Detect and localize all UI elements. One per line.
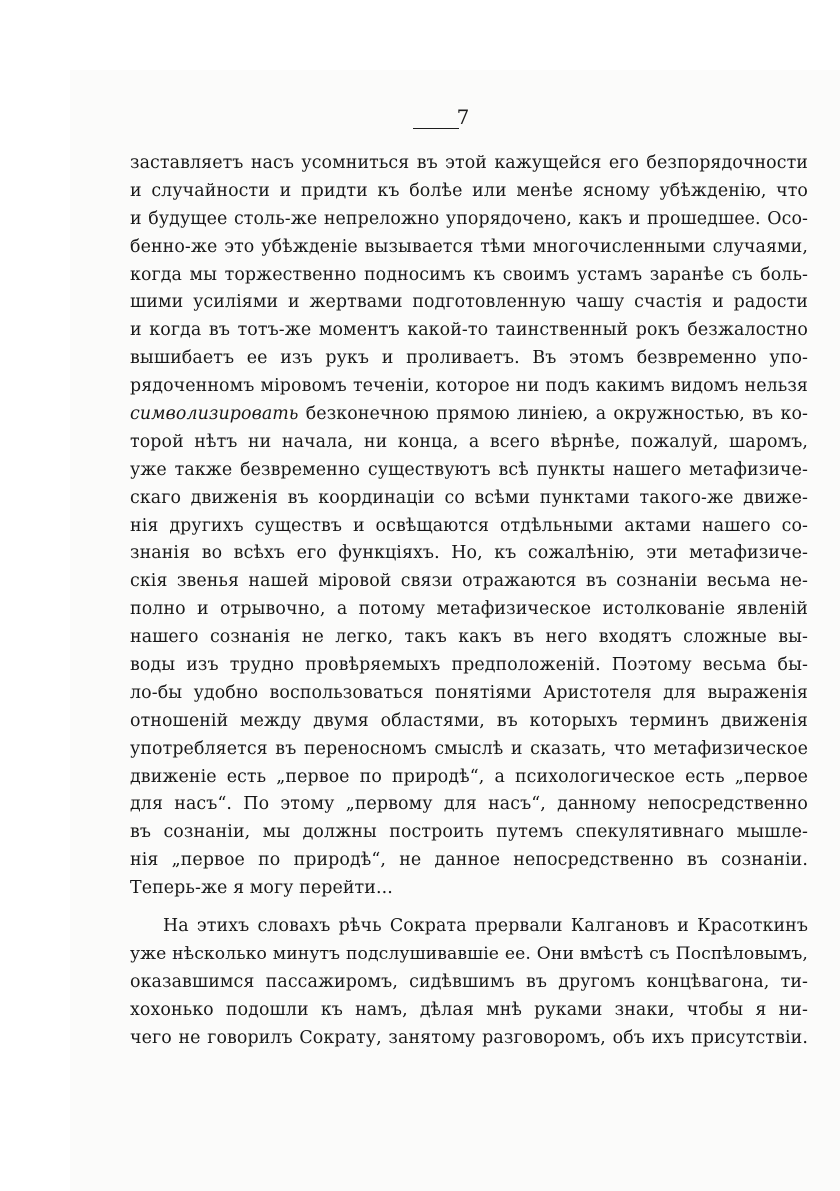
text-line: уже нѣсколько минутъ подслушивавшіе ее. Они вмѣстѣ съ Поспѣловымъ, <box>130 943 808 964</box>
paragraph-gap <box>130 903 808 913</box>
text-line: для насъ“. По этому „первому для насъ“, данному непосредственно <box>130 794 808 815</box>
text-line: употребляется въ переносномъ смыслѣ и сказать, что метафизическое <box>130 738 808 759</box>
text-line: скія звенья нашей міровой связи отражаются въ сознаніи весьма не- <box>130 571 808 592</box>
text-line: нія „первое по природѣ“, не данное непосредственно въ сознаніи. <box>130 850 808 871</box>
text-line: когда мы торжественно подносимъ къ своимъ устамъ заранѣе съ боль- <box>130 264 808 285</box>
page-number: 7 <box>456 105 470 129</box>
text-line: шими усиліями и жертвами подготовленную чашу счастія и радости <box>130 292 808 313</box>
book-page <box>70 70 840 1191</box>
text-line: хохонько подошли къ намъ, дѣлая мнѣ руками знаки, чтобы я ни- <box>130 999 808 1020</box>
paragraph-1 <box>130 150 808 903</box>
text-line-with-italic <box>130 401 808 429</box>
page-number-rule <box>413 128 459 129</box>
text-line: движеніе есть „первое по природѣ“, а психологическое есть „первое <box>130 766 808 787</box>
text-line: нашего сознанія не легко, такъ какъ въ него входятъ сложные вы- <box>130 627 808 648</box>
text-line: ло-бы удобно воспользоваться понятіями Аристотеля для выраженія <box>130 682 808 703</box>
text-line: и когда въ тотъ-же моментъ какой-то таинственный рокъ безжалостно <box>130 320 808 341</box>
paragraph-2 <box>130 913 808 1052</box>
italic-word: символизировать <box>130 404 299 425</box>
text-line-last: Теперь-же я могу перейти... <box>130 878 393 899</box>
text-line: нія другихъ существъ и освѣщаются отдѣльными актами нашего со- <box>130 515 808 536</box>
text-line: въ сознаніи, мы должны построить путемъ спекулятивнаго мышле- <box>130 822 808 843</box>
text-line: оказавшимся пассажиромъ, сидѣвшимъ въ другомъ концѣвагона, ти- <box>130 971 808 992</box>
page-text <box>130 150 808 1053</box>
text-line: бенно-же это убѣжденіе вызывается тѣми многочисленными случаями, <box>130 236 808 257</box>
text-line: отношеній между двумя областями, въ которыхъ терминъ движенія <box>130 710 808 731</box>
text-line: знанія во всѣхъ его функціяхъ. Но, къ сожалѣнію, эти метафизиче- <box>130 543 808 564</box>
text-line-indented: На этихъ словахъ рѣчь Сократа прервали Калгановъ и Красоткинъ <box>163 916 808 937</box>
text-line: рядоченномъ міровомъ теченіи, которое ни подъ какимъ видомъ нельзя <box>130 376 808 397</box>
text-line: и случайности и придти къ болѣе или менѣе ясному убѣжденію, что <box>130 180 808 201</box>
text-line: скаго движенія въ координаціи со всѣми пунктами такого-же движе- <box>130 487 808 508</box>
text-line: заставляетъ насъ усомниться въ этой кажущейся его безпорядочности <box>130 153 808 173</box>
text-line: вышибаетъ ее изъ рукъ и проливаетъ. Въ этомъ безвременно упо- <box>130 348 808 369</box>
text-line: торой нѣтъ ни начала, ни конца, а всего вѣрнѣе, пожалуй, шаромъ, <box>130 431 808 452</box>
text-line-rest: безконечною прямою линіею, а окружностью, въ ко- <box>298 404 808 425</box>
text-line: чего не говорилъ Сократу, занятому разговоромъ, объ ихъ присутствіи. <box>130 1027 808 1048</box>
text-line: уже также безвременно существуютъ всѣ пункты нашего метафизиче- <box>130 459 808 480</box>
text-line: и будущее столь-же непреложно упорядочено, какъ и прошедшее. Осо- <box>130 208 808 229</box>
text-line: воды изъ трудно провѣряемыхъ предположеній. Поэтому весьма бы- <box>130 655 808 676</box>
text-line: полно и отрывочно, а потому метафизическое истолкованіе явленій <box>130 599 808 620</box>
